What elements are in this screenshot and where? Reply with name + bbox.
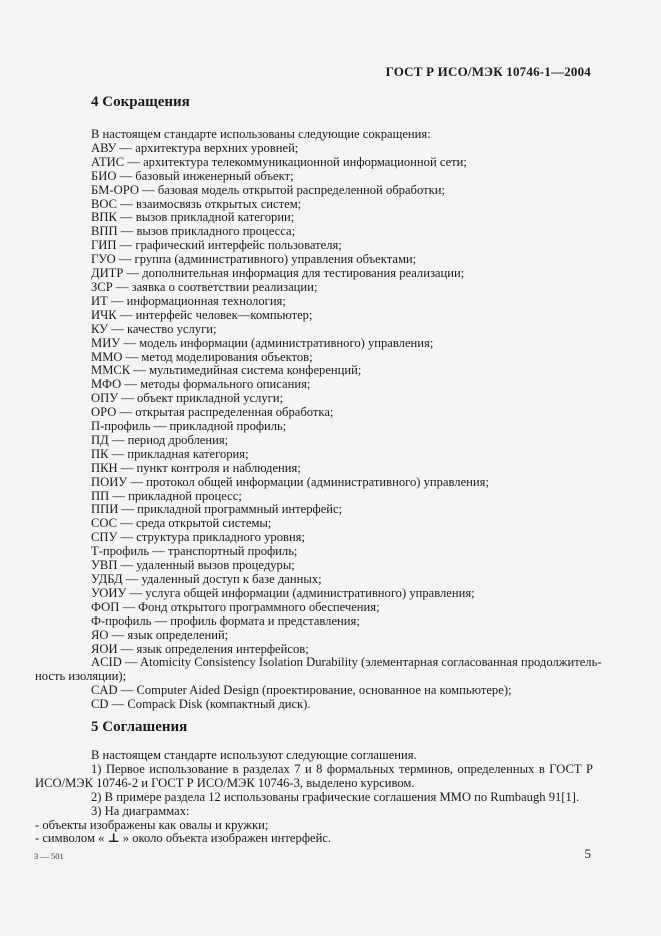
sheet-number: 3 — 501 <box>34 851 64 861</box>
conventions-block <box>35 748 593 846</box>
abbr-cd: CD — Compack Disk (компактный диск). <box>91 697 311 712</box>
abbreviation-item: Ф-профиль — профиль формата и представления; <box>91 613 360 628</box>
abbreviation-item: СПУ — структура прикладного уровня; <box>91 530 305 545</box>
bullet-2-prefix: - символом « <box>35 831 105 846</box>
abbreviation-item: ПКН — пункт контроля и наблюдения; <box>91 460 301 475</box>
abbreviations-list <box>91 142 591 657</box>
abbreviation-item: ВПК — вызов прикладной категории; <box>91 210 295 225</box>
standard-header: ГОСТ Р ИСО/МЭК 10746-1—2004 <box>385 64 591 79</box>
abbreviation-item: ММСК — мультимедийная система конференций; <box>91 363 362 378</box>
abbreviation-item: МФО — методы формального описания; <box>91 377 311 392</box>
abbreviation-item: ОРО — открытая распределенная обработка; <box>91 405 334 420</box>
abbreviation-item: ПОИУ — протокол общей информации (административного) управления; <box>91 474 489 489</box>
convention-bullet-2 <box>35 832 591 846</box>
abbreviation-item: БИО — базовый инженерный объект; <box>91 168 294 183</box>
abbr-acid-line2: ность изоляции); <box>35 669 127 684</box>
abbreviation-item: ДИТР — дополнительная информация для тестирования реализации; <box>91 266 465 281</box>
abbreviation-item: ФОП — Фонд открытого программного обеспечения; <box>91 599 380 614</box>
abbreviation-item: АТИС — архитектура телекоммуникационной информационной сети; <box>91 154 467 169</box>
abbreviation-item: ЯОИ — язык определения интерфейсов; <box>91 641 309 656</box>
convention-bullet-1: - объекты изображены как овалы и кружки; <box>35 817 269 832</box>
interface-symbol-icon: ⊥ <box>104 831 123 846</box>
abbreviation-item: ПП — прикладной процесс; <box>91 488 242 503</box>
abbreviation-item: БМ-ОРО — базовая модель открытой распределенной обработки; <box>91 182 445 197</box>
abbreviation-item: ГУО — группа (административного) управления объектами; <box>91 252 417 267</box>
bullet-2-suffix: » около объекта изображен интерфейс. <box>122 831 332 846</box>
abbreviation-item: КУ — качество услуги; <box>91 321 217 336</box>
abbreviation-item: АВУ — архитектура верхних уровней; <box>91 140 299 155</box>
abbreviation-item: ППИ — прикладной программный интерфейс; <box>91 502 343 517</box>
section-5-title: 5 Соглашения <box>91 719 188 735</box>
convention-1-line1: 1) Первое использование в разделах 7 и 8 формальных терминов, определенных в ГОСТ Р <box>91 761 593 776</box>
abbreviation-item: ВПП — вызов прикладного процесса; <box>91 224 296 239</box>
abbreviation-item: УВП — удаленный вызов процедуры; <box>91 558 295 573</box>
abbreviation-item: Т-профиль — транспортный профиль; <box>91 544 298 559</box>
abbreviation-item: ИЧК — интерфейс человек—компьютер; <box>91 307 313 322</box>
abbreviation-item: П-профиль — прикладной профиль; <box>91 419 287 434</box>
abbreviations-block <box>35 127 602 712</box>
convention-1-line2: ИСО/МЭК 10746-2 и ГОСТ Р ИСО/МЭК 10746-3, выделено курсивом. <box>35 775 415 790</box>
abbreviation-item: ПК — прикладная категория; <box>91 446 249 461</box>
abbreviation-item: ПД — период дробления; <box>91 432 229 447</box>
abbreviation-item: ММО — метод моделирования объектов; <box>91 349 313 364</box>
abbreviation-item: СОС — среда открытой системы; <box>91 516 272 531</box>
abbreviation-item: УОИУ — услуга общей информации (административного) управления; <box>91 585 475 600</box>
abbreviation-item: ОПУ — объект прикладной услуги; <box>91 391 284 406</box>
abbr-cad: CAD — Computer Aided Design (проектирование, основанное на компьютере); <box>91 683 512 698</box>
abbreviation-item: ВОС — взаимосвязь открытых систем; <box>91 196 302 211</box>
section-4-intro: В настоящем стандарте использованы следующие сокращения: <box>91 127 431 141</box>
abbreviation-item: ЯО — язык определений; <box>91 627 229 642</box>
abbreviation-item: ЗСР — заявка о соответствии реализации; <box>91 279 318 294</box>
abbr-acid-line1: ACID — Atomicity Consistency Isolation Durability (элементарная согласованная продолжитель- <box>91 655 602 670</box>
convention-2: 2) В примере раздела 12 использованы графические соглашения ММО по Rumbaugh 91[1]. <box>91 789 580 804</box>
section-5-intro: В настоящем стандарте используют следующие соглашения. <box>91 748 417 762</box>
abbreviation-item: МИУ — модель информации (административного) управления; <box>91 335 434 350</box>
abbreviation-item: ГИП — графический интерфейс пользователя; <box>91 238 342 253</box>
abbreviation-item: УДБД — удаленный доступ к базе данных; <box>91 572 322 586</box>
abbreviation-item: ИТ — информационная технология; <box>91 293 286 308</box>
page-number: 5 <box>584 846 591 861</box>
section-4-title: 4 Сокращения <box>91 94 190 110</box>
convention-3: 3) На диаграммах: <box>91 803 190 818</box>
